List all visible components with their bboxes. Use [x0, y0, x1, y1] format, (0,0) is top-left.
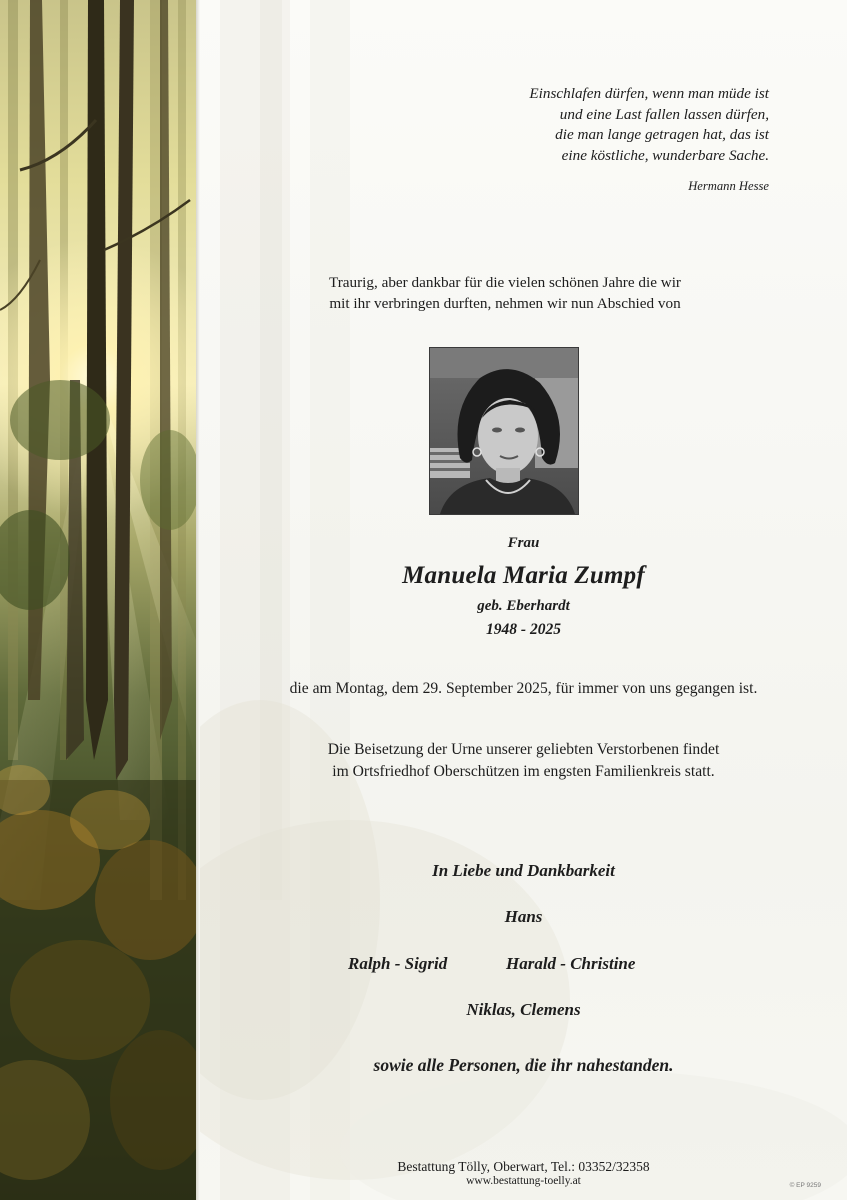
- life-years: 1948 - 2025: [486, 621, 561, 638]
- mourners-heading: In Liebe und Dankbarkeit: [432, 861, 615, 880]
- forest-image: [0, 0, 196, 1200]
- intro-text: [300, 272, 710, 314]
- quote-line: eine köstliche, wunderbare Sache.: [561, 146, 769, 164]
- mourner-pair: Harald - Christine: [506, 954, 636, 973]
- death-notice: die am Montag, dem 29. September 2025, für immer von uns gegangen ist.: [289, 680, 758, 697]
- mourners-closing: sowie alle Personen, die ihr nahestanden.: [373, 1055, 674, 1075]
- mourner-pair: Ralph - Sigrid: [348, 954, 448, 973]
- quote-line: Einschlafen dürfen, wenn man müde ist: [529, 85, 769, 102]
- quote-line: und eine Last fallen lassen dürfen,: [559, 105, 769, 123]
- burial-line: Die Beisetzung der Urne unserer geliebten Verstorbenen findet: [327, 741, 720, 758]
- print-code: © EP 9259: [789, 1182, 821, 1189]
- intro-line: Traurig, aber dankbar für die vielen schönen Jahre die wir: [328, 274, 681, 291]
- burial-line: im Ortsfriedhof Oberschützen im engsten Familienkreis statt.: [332, 762, 715, 780]
- burial-notice: [200, 739, 847, 782]
- mourner-name: Hans: [504, 907, 543, 926]
- undertaker-website: www.bestattung-toelly.at: [466, 1175, 581, 1187]
- quote-line: die man lange getragen hat, das ist: [555, 126, 769, 144]
- mourner-pair-row: [200, 954, 847, 978]
- deceased-name: Manuela Maria Zumpf: [402, 562, 645, 589]
- mourner-names: Niklas, Clemens: [466, 1000, 581, 1019]
- undertaker-info: Bestattung Tölly, Oberwart, Tel.: 03352/32358: [397, 1159, 650, 1174]
- portrait-photo: [429, 347, 579, 515]
- intro-line: mit ihr verbringen durften, nehmen wir nun Abschied von: [329, 295, 681, 312]
- quote-author: Hermann Hesse: [688, 179, 769, 193]
- quote: [349, 84, 769, 166]
- birth-name: geb. Eberhardt: [477, 598, 570, 614]
- salutation: Frau: [507, 535, 540, 551]
